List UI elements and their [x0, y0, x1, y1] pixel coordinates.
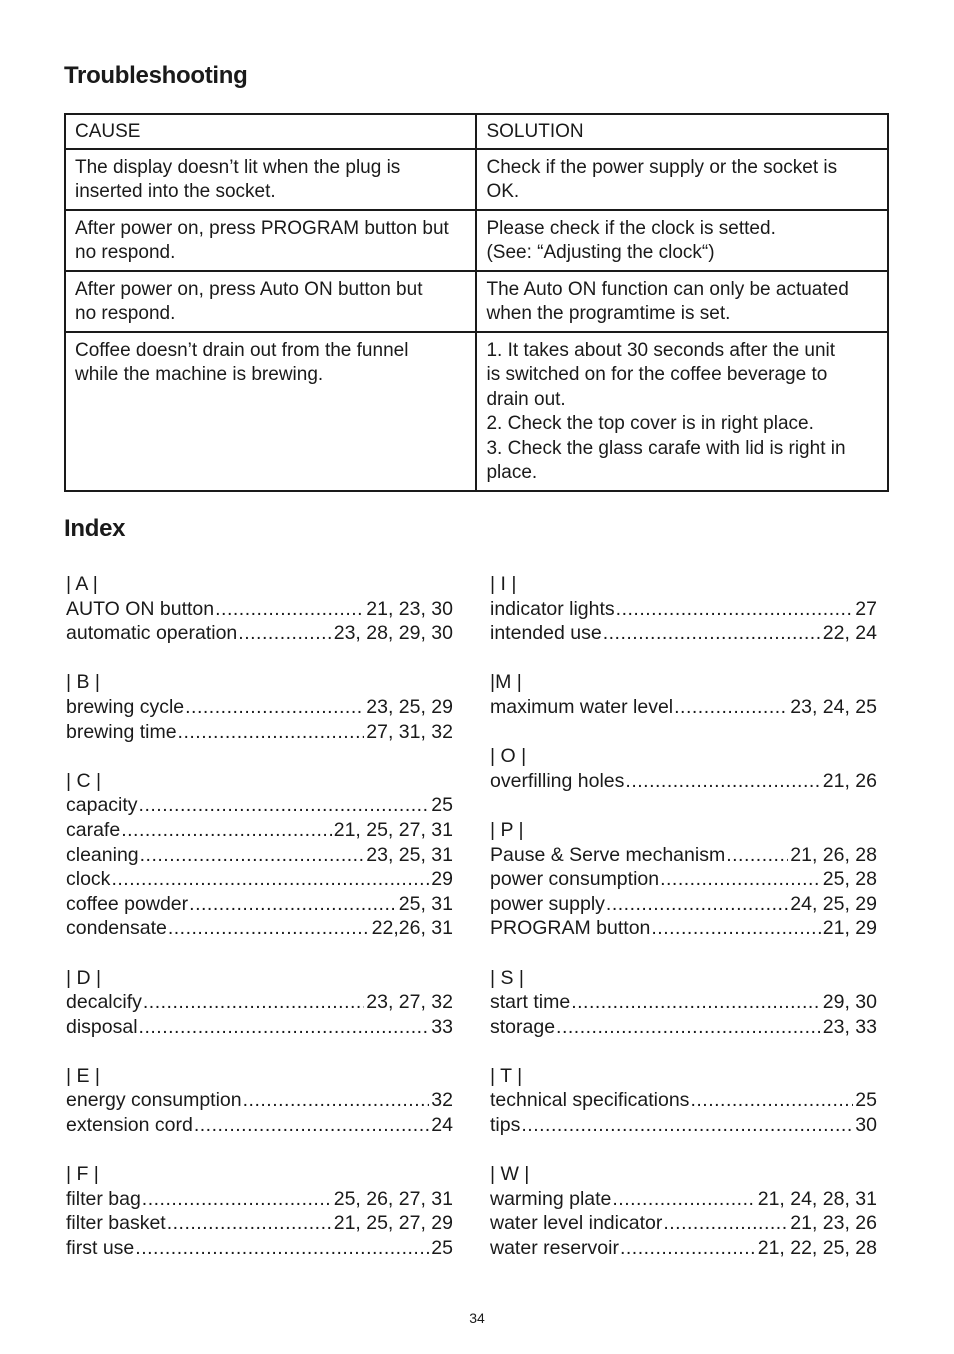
index-pages: 23, 25, 29	[366, 695, 453, 718]
solution-text-line: 1. It takes about 30 seconds after the unit	[486, 339, 836, 361]
dot-leader	[167, 916, 370, 941]
dot-leader	[139, 843, 365, 868]
index-pages: 21, 23, 26	[790, 1212, 877, 1235]
cause-cell	[65, 271, 476, 332]
index-entry	[490, 990, 877, 1015]
solution-text-line: when the programtime is set.	[486, 303, 731, 324]
index-pages: 23, 33	[822, 1015, 877, 1038]
index-term: warming plate	[490, 1187, 612, 1210]
table-row	[65, 332, 888, 491]
index-group	[490, 670, 877, 719]
index-pages: 29	[431, 868, 453, 891]
index-letter: | A |	[66, 573, 98, 595]
index-entry	[66, 1187, 453, 1212]
index-term: maximum water level	[490, 695, 674, 718]
index-group	[66, 1064, 453, 1138]
index-entry	[490, 892, 877, 917]
troubleshooting-table	[64, 113, 889, 492]
index-entry	[490, 695, 877, 720]
dot-leader	[138, 793, 430, 818]
index-group	[490, 1162, 877, 1260]
index-pages: 25, 26, 27, 31	[333, 1187, 453, 1210]
index-entry	[490, 1113, 877, 1138]
index-letter: | T |	[490, 1064, 523, 1087]
index-term: tips	[490, 1114, 521, 1137]
table-header-row	[65, 114, 888, 149]
index-term: technical specifications	[490, 1089, 690, 1112]
index-group	[490, 818, 877, 941]
index-pages: 29, 30	[822, 991, 877, 1014]
index-pages: 25	[431, 794, 453, 817]
index-entry	[66, 867, 453, 892]
dot-leader	[177, 720, 365, 745]
index-term: power supply	[490, 892, 605, 915]
index-term: first use	[66, 1237, 135, 1260]
cause-text-line: inserted into the socket.	[75, 181, 276, 202]
index-entry	[66, 793, 453, 818]
dot-leader	[193, 1113, 429, 1138]
index-term: overfilling holes	[490, 769, 625, 792]
dot-leader	[619, 1236, 756, 1261]
index-pages: 22, 24	[822, 622, 877, 645]
index-term: Pause & Serve mechanism	[490, 843, 726, 866]
index-pages: 23, 25, 31	[366, 843, 453, 866]
index-pages: 25	[431, 1237, 453, 1260]
dot-leader	[184, 695, 364, 720]
dot-leader	[188, 892, 397, 917]
index-term: filter bag	[66, 1187, 141, 1210]
index-entry	[490, 843, 877, 868]
dot-leader	[138, 1015, 430, 1040]
solution-text-line: is switched on for the coffee beverage to	[486, 364, 828, 385]
index-pages: 21, 22, 25, 28	[757, 1237, 877, 1260]
index-pages: 25, 28	[822, 868, 877, 891]
index-entry	[490, 1015, 877, 1040]
index-entry	[66, 916, 453, 941]
solution-text-line: place.	[486, 462, 538, 483]
index-group	[66, 670, 453, 744]
index-letter: | E |	[66, 1064, 100, 1087]
index-term: water reservoir	[490, 1237, 619, 1260]
index-entry	[66, 843, 453, 868]
dot-leader	[242, 1088, 430, 1113]
solution-text-line: OK.	[486, 181, 520, 202]
index-letter: | D |	[66, 966, 102, 989]
index-term: indicator lights	[490, 597, 615, 620]
solution-text-line: 2. Check the top cover is in right place.	[486, 413, 814, 434]
dot-leader	[570, 990, 821, 1015]
dot-leader	[120, 818, 332, 843]
dot-leader	[166, 1211, 332, 1236]
index-letter: | S |	[490, 966, 524, 989]
dot-leader	[615, 597, 854, 622]
solution-text-line: Please check if the clock is setted.	[486, 217, 776, 239]
dot-leader	[555, 1015, 821, 1040]
index-entry	[66, 720, 453, 745]
index-group	[490, 572, 877, 646]
index-term: decalcify	[66, 991, 142, 1014]
index-group	[490, 744, 877, 793]
index-entry	[66, 1211, 453, 1236]
index-term: PROGRAM button	[490, 917, 651, 940]
index-entry	[66, 1015, 453, 1040]
index-pages: 24	[431, 1114, 453, 1137]
index-column-left	[66, 572, 453, 1285]
index-entry	[490, 1236, 877, 1261]
index-pages: 23, 28, 29, 30	[333, 622, 453, 645]
header-cause: CAUSE	[65, 114, 476, 149]
index-pages: 23, 27, 32	[366, 991, 453, 1014]
solution-cell	[476, 332, 888, 491]
dot-leader	[605, 892, 788, 917]
index-term: brewing cycle	[66, 695, 185, 718]
index-entry	[66, 818, 453, 843]
dot-leader	[689, 1088, 853, 1113]
dot-leader	[134, 1236, 429, 1261]
index-pages: 32	[431, 1089, 453, 1112]
index-term: automatic operation	[66, 622, 238, 645]
index-pages: 24, 25, 29	[790, 892, 877, 915]
dot-leader	[520, 1113, 853, 1138]
index-letter: | O |	[490, 745, 527, 768]
dot-leader	[650, 916, 820, 941]
cause-text-line: no respond.	[75, 303, 176, 324]
index-pages: 25, 31	[398, 892, 453, 915]
index-group	[490, 966, 877, 1040]
index-term: coffee powder	[66, 892, 189, 915]
dot-leader	[110, 867, 429, 892]
table-row	[65, 149, 888, 210]
dot-leader	[662, 1211, 788, 1236]
dot-leader	[659, 867, 821, 892]
cause-cell	[65, 332, 476, 491]
dot-leader	[214, 597, 364, 622]
index-group	[66, 572, 453, 646]
index-term: energy consumption	[66, 1089, 242, 1112]
index-entry	[66, 1088, 453, 1113]
dot-leader	[611, 1187, 755, 1212]
index-pages: 21, 24, 28, 31	[757, 1187, 877, 1210]
cause-text-line: no respond.	[75, 242, 176, 263]
index-pages: 21, 26, 28	[790, 843, 877, 866]
dot-leader	[624, 769, 820, 794]
cause-text-line: The display doesn’t lit when the plug is	[75, 156, 401, 178]
cause-text-line: Coffee doesn’t drain out from the funnel	[75, 339, 409, 361]
dot-leader	[141, 1187, 332, 1212]
index-term: condensate	[66, 917, 167, 940]
index-term: carafe	[66, 818, 121, 841]
dot-leader	[142, 990, 364, 1015]
index-letter: | B |	[66, 671, 100, 694]
index-entry	[490, 1088, 877, 1113]
index-entry	[66, 892, 453, 917]
index-letter: | P |	[490, 818, 524, 841]
index-entry	[490, 597, 877, 622]
dot-leader	[673, 695, 788, 720]
index-pages: 33	[431, 1015, 453, 1038]
index-letter: | W |	[490, 1163, 530, 1186]
index-entry	[66, 597, 453, 622]
index-entry	[490, 867, 877, 892]
index-term: AUTO ON button	[66, 597, 215, 620]
index-pages: 27, 31, 32	[366, 720, 453, 743]
index-pages: 25	[855, 1089, 877, 1112]
solution-cell	[476, 149, 888, 210]
index-term: start time	[490, 991, 571, 1014]
solution-cell	[476, 210, 888, 271]
index-term: cleaning	[66, 843, 139, 866]
solution-cell	[476, 271, 888, 332]
dot-leader	[725, 843, 788, 868]
index-pages: 27	[855, 597, 877, 620]
index-entry	[66, 695, 453, 720]
solution-text-line: (See: “Adjusting the clock“)	[486, 242, 715, 263]
solution-text-line: drain out.	[486, 388, 566, 410]
index-term: brewing time	[66, 720, 177, 743]
cause-text-line: while the machine is brewing.	[75, 364, 324, 385]
cause-cell	[65, 149, 476, 210]
index-letter: |M |	[490, 671, 522, 694]
index-entry	[490, 916, 877, 941]
index-entry	[66, 621, 453, 646]
index-pages: 21, 26	[822, 769, 877, 792]
cause-text-line: After power on, press Auto ON button but	[75, 278, 423, 300]
index-pages: 21, 29	[822, 917, 877, 940]
header-solution: SOLUTION	[476, 114, 888, 149]
cause-cell	[65, 210, 476, 271]
index-term: power consumption	[490, 868, 660, 891]
solution-text-line: 3. Check the glass carafe with lid is right in	[486, 437, 846, 459]
solution-text-line: Check if the power supply or the socket is	[486, 156, 838, 178]
index-pages: 30	[855, 1114, 877, 1137]
index-term: filter basket	[66, 1212, 166, 1235]
dot-leader	[237, 621, 331, 646]
index-pages: 21, 25, 27, 29	[333, 1212, 453, 1235]
index-letter: | F |	[66, 1163, 99, 1186]
index-group	[66, 1162, 453, 1260]
index-pages: 22,26, 31	[371, 917, 453, 940]
index-entry	[490, 1187, 877, 1212]
index-pages: 23, 24, 25	[790, 695, 877, 718]
table-row	[65, 271, 888, 332]
index-letter: | C |	[66, 769, 102, 792]
index-term: capacity	[66, 794, 138, 817]
table-row	[65, 210, 888, 271]
index-letter: | I |	[490, 573, 517, 595]
index-pages: 21, 25, 27, 31	[333, 818, 453, 841]
page-number: 34	[469, 1310, 485, 1326]
cause-text-line: After power on, press PROGRAM button but	[75, 217, 449, 239]
index-term: extension cord	[66, 1114, 193, 1137]
index-pages: 21, 23, 30	[366, 597, 453, 620]
index-group	[66, 966, 453, 1040]
index-term: water level indicator	[490, 1212, 663, 1235]
index-entry	[66, 1113, 453, 1138]
solution-text-line: The Auto ON function can only be actuated	[486, 278, 849, 300]
index-entry	[66, 990, 453, 1015]
dot-leader	[602, 621, 821, 646]
index-group	[490, 1064, 877, 1138]
index-term: intended use	[490, 622, 602, 645]
index-title: Index	[64, 515, 126, 542]
index-entry	[490, 621, 877, 646]
index-entry	[490, 769, 877, 794]
index-term: disposal	[66, 1015, 138, 1038]
index-term: clock	[66, 868, 111, 891]
index-column-right	[490, 572, 877, 1285]
index-term: storage	[490, 1015, 556, 1038]
index-entry	[490, 1211, 877, 1236]
index-entry	[66, 1236, 453, 1261]
index-group	[66, 769, 453, 941]
troubleshooting-title: Troubleshooting	[64, 62, 248, 89]
